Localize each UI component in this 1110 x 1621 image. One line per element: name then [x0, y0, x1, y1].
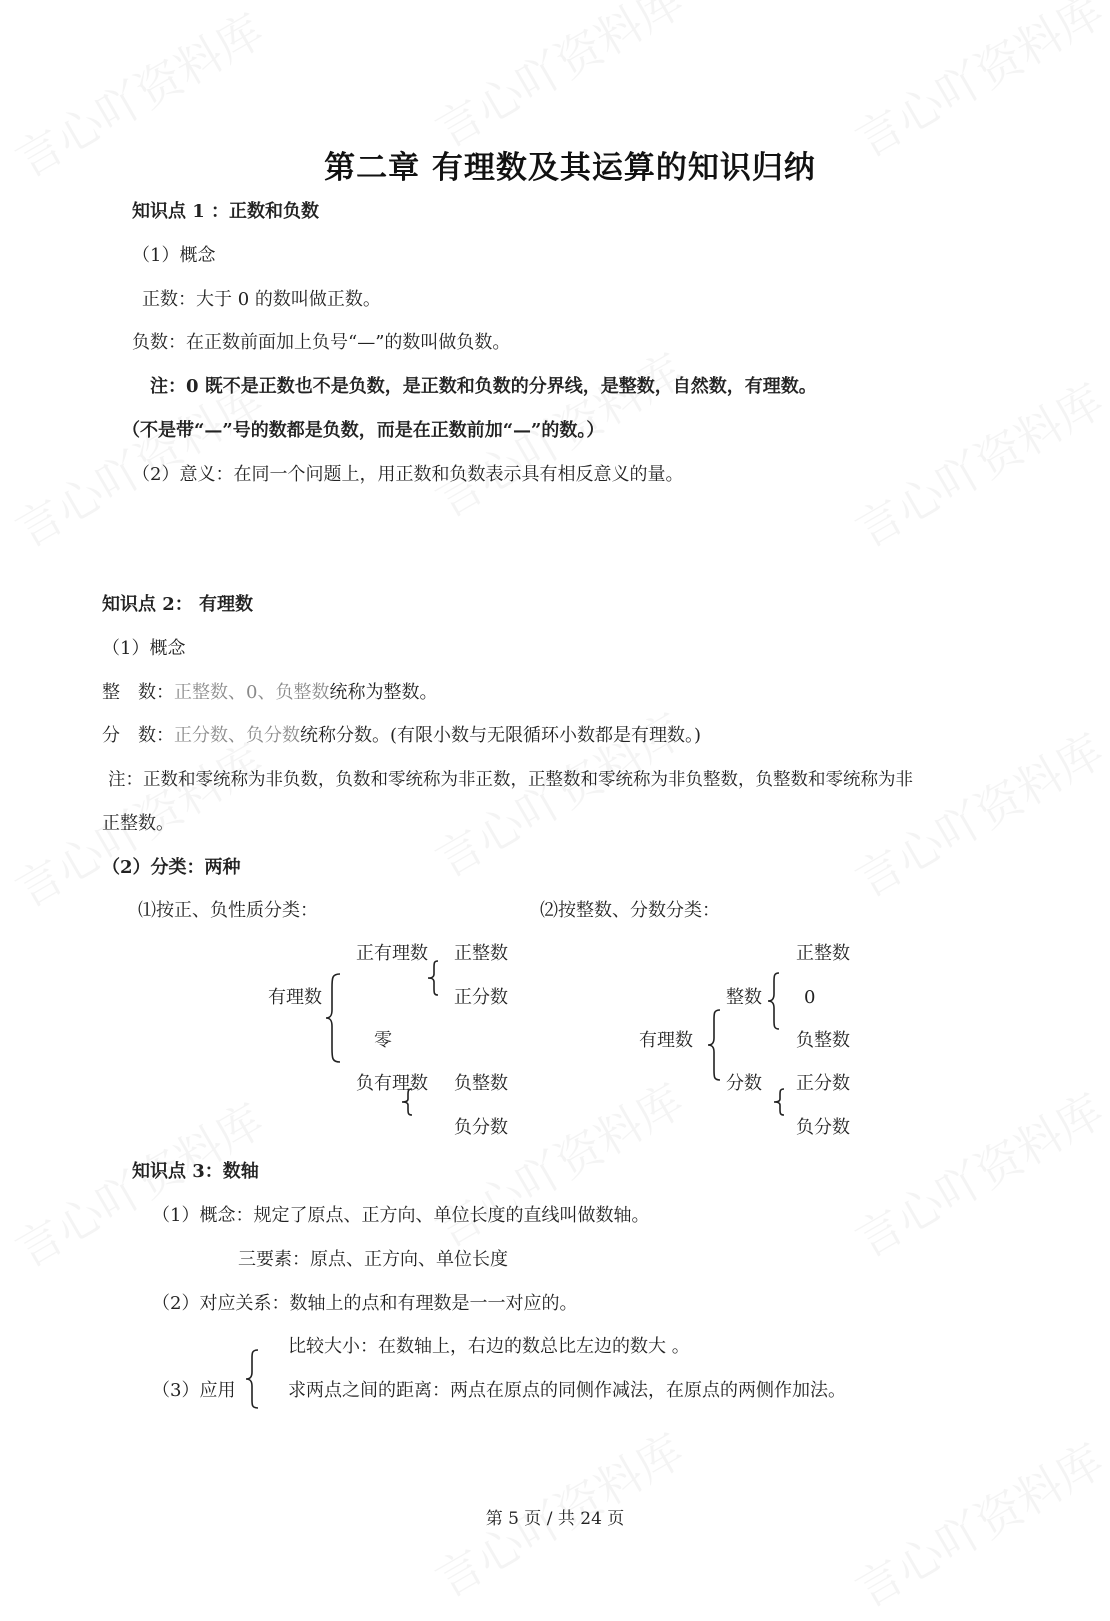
- fraction-terms: 正分数、负分数: [174, 725, 300, 746]
- tree2-positive-integer: 正整数: [796, 943, 850, 964]
- tree2-fraction: 分数: [726, 1073, 762, 1094]
- kp1-note-zero: 注：0 既不是正数也不是负数，是正数和负数的分界线，是整数，自然数，有理数。: [150, 376, 817, 397]
- kp3-app-compare: 比较大小：在数轴上，右边的数总比左边的数大 。: [288, 1336, 690, 1357]
- page-number: 第 5 页 / 共 24 页: [485, 1509, 625, 1529]
- classification-method-2: ⑵按整数、分数分类：: [540, 900, 720, 921]
- tree1-negative-integer: 负整数: [454, 1073, 508, 1094]
- tree2-main-brace: [706, 1008, 724, 1082]
- classification-method-1: ⑴按正、负性质分类：: [138, 900, 318, 921]
- tree2-root: 有理数: [639, 1030, 693, 1051]
- kp1-meaning: （2）意义：在同一个问题上，用正数和负数表示具有相反意义的量。: [132, 464, 684, 485]
- tree1-zero: 零: [374, 1030, 392, 1051]
- tree1-positive-fraction: 正分数: [454, 987, 508, 1008]
- kp3-concept: （1）概念：规定了原点、正方向、单位长度的直线叫做数轴。: [152, 1205, 650, 1226]
- tree2-integer-brace: [766, 972, 782, 1030]
- tree1-negative-rational: 负有理数: [356, 1073, 428, 1094]
- page-title: 第二章 有理数及其运算的知识归纳: [324, 150, 816, 186]
- classification-heading: （2）分类：两种: [102, 857, 241, 878]
- kp3-correspondence: （2）对应关系：数轴上的点和有理数是一一对应的。: [152, 1293, 578, 1314]
- integer-definition: [102, 681, 437, 705]
- integer-label: 整 数：: [102, 682, 174, 703]
- positive-definition: 正数：大于 0 的数叫做正数。: [142, 289, 381, 310]
- kp1-concept-label: （1）概念: [132, 245, 216, 266]
- tree2-positive-fraction: 正分数: [796, 1073, 850, 1094]
- kp3-heading: 知识点 3：数轴: [132, 1161, 259, 1182]
- fraction-definition: [102, 724, 701, 748]
- tree1-positive-rational: 正有理数: [356, 943, 428, 964]
- kp2-concept-label: （1）概念: [102, 638, 186, 659]
- tree1-negative-brace: [400, 1088, 414, 1116]
- watermark: [842, 365, 1110, 560]
- kp1-note-sign: （不是带“—”号的数都是负数，而是在正数前加“—”的数。）: [122, 420, 605, 441]
- fraction-label: 分 数：: [102, 725, 174, 746]
- tree2-integer: 整数: [726, 987, 762, 1008]
- tree2-negative-integer: 负整数: [796, 1030, 850, 1051]
- watermark: [422, 0, 694, 161]
- tree1-root: 有理数: [268, 987, 322, 1008]
- kp3-three-elements: 三要素：原点、正方向、单位长度: [238, 1249, 508, 1270]
- tree1-negative-fraction: 负分数: [454, 1117, 508, 1138]
- tree2-fraction-brace: [772, 1088, 786, 1116]
- watermark: [842, 715, 1110, 910]
- kp1-heading: 知识点 1 ：正数和负数: [132, 201, 320, 222]
- tree1-main-brace: [326, 972, 346, 1064]
- watermark: [842, 1075, 1110, 1270]
- tree1-positive-brace: [426, 960, 440, 996]
- kp2-note-line-2: 正整数。: [102, 813, 174, 834]
- tree1-positive-integer: 正整数: [454, 943, 508, 964]
- kp3-application-label: （3）应用: [152, 1380, 236, 1401]
- integer-terms: 正整数、0、负整数: [174, 682, 330, 703]
- kp2-heading: 知识点 2： 有理数: [102, 594, 254, 615]
- integer-suffix: 统称为整数。: [329, 682, 438, 703]
- kp3-application-brace: [244, 1348, 262, 1410]
- tree2-zero: 0: [804, 987, 816, 1008]
- kp3-app-distance: 求两点之间的距离：两点在原点的同侧作减法，在原点的两侧作加法。: [288, 1380, 846, 1401]
- negative-definition: 负数：在正数前面加上负号“—”的数叫做负数。: [132, 332, 511, 353]
- tree2-negative-fraction: 负分数: [796, 1117, 850, 1138]
- kp2-note-line-1: 注：正数和零统称为非负数，负数和零统称为非正数，正整数和零统称为非负整数，负整数和零统称为非: [108, 770, 913, 790]
- fraction-suffix: 统称分数。(有限小数与无限循环小数都是有理数。): [300, 725, 702, 746]
